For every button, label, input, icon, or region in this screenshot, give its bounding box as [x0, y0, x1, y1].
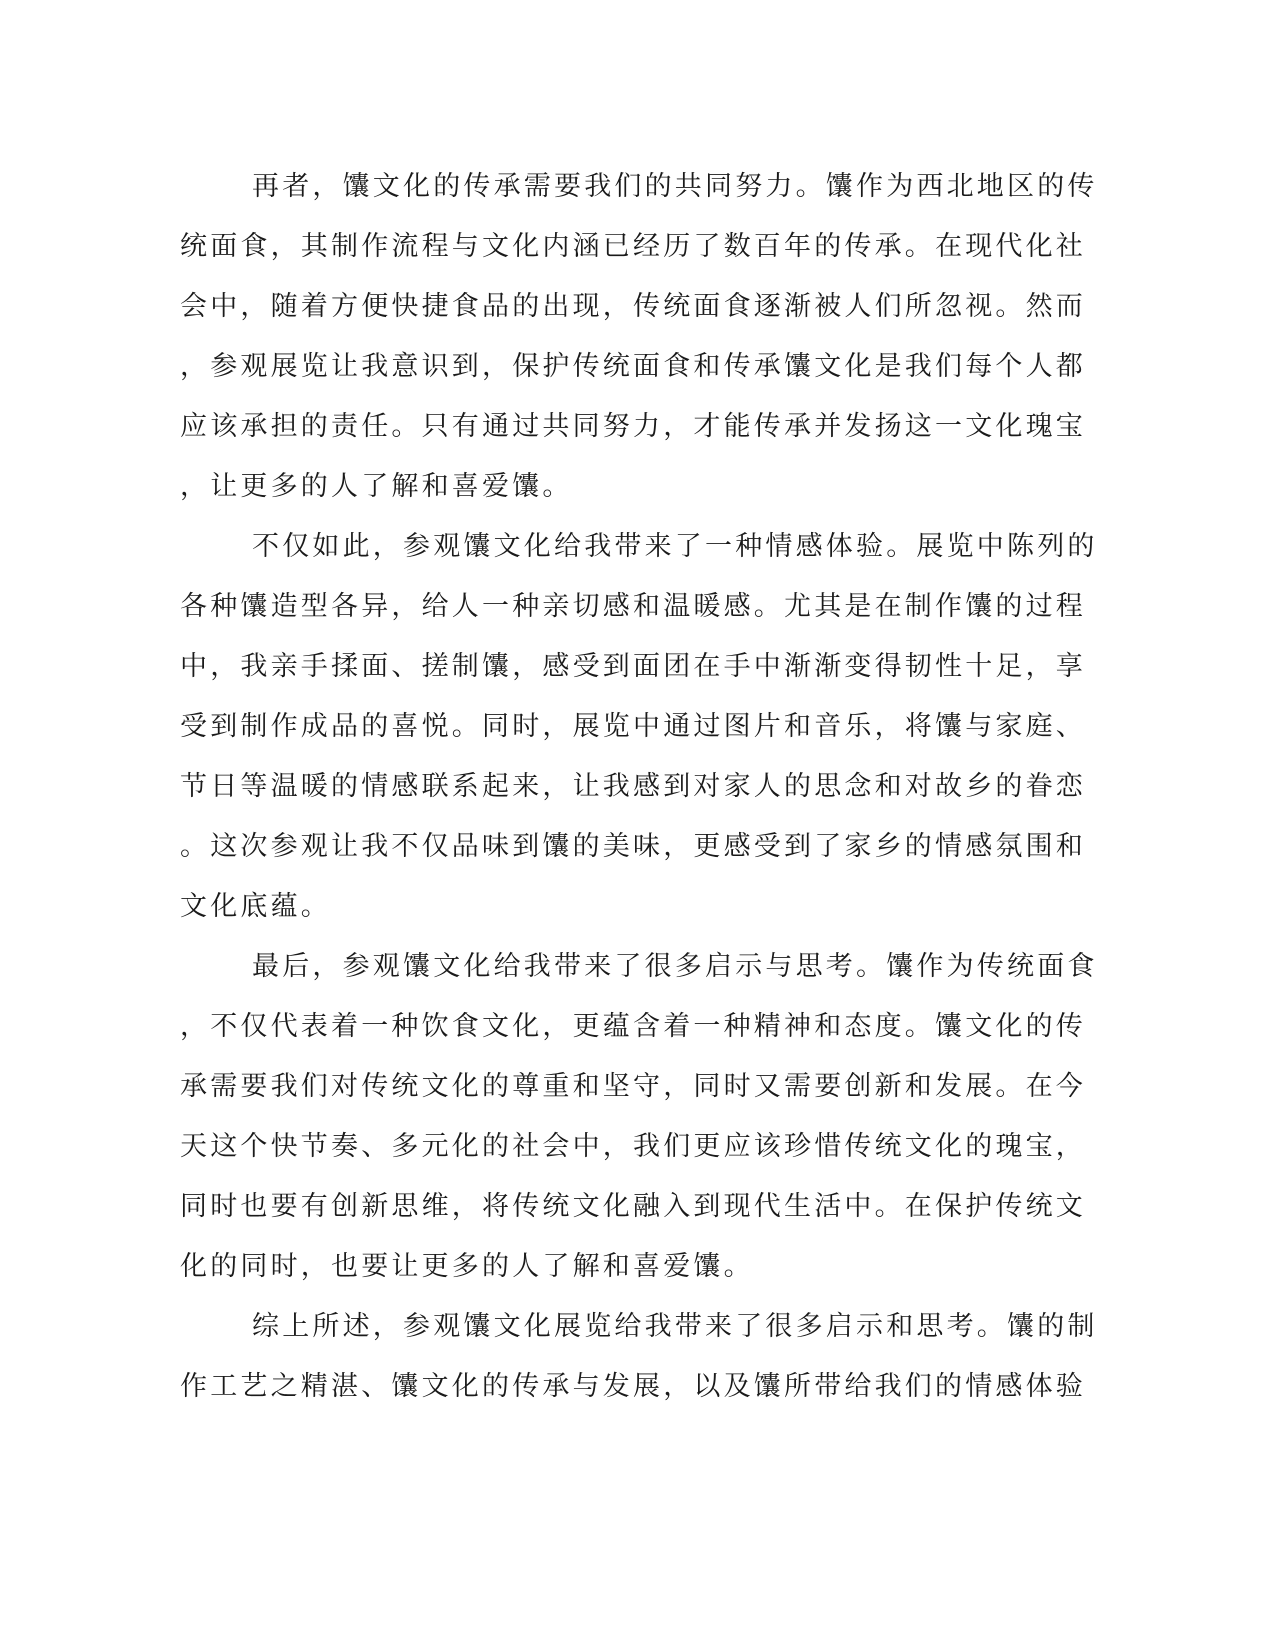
text-line: 受到制作成品的喜悦。同时，展览中通过图片和音乐，将馕与家庭、: [180, 711, 1086, 742]
text-line: 不仅如此，参观馕文化给我带来了一种情感体验。展览中陈列的: [252, 531, 1098, 562]
text-line: 文化底蕴。: [180, 891, 331, 922]
text-line: ，让更多的人了解和喜爱馕。: [180, 471, 573, 502]
text-line: 同时也要有创新思维，将传统文化融入到现代生活中。在保护传统文: [180, 1191, 1086, 1222]
text-line: 综上所述，参观馕文化展览给我带来了很多启示和思考。馕的制: [252, 1311, 1098, 1342]
text-line: 应该承担的责任。只有通过共同努力，才能传承并发扬这一文化瑰宝: [180, 411, 1086, 442]
text-line: 承需要我们对传统文化的尊重和坚守，同时又需要创新和发展。在今: [180, 1071, 1086, 1102]
text-line: 统面食，其制作流程与文化内涵已经历了数百年的传承。在现代化社: [180, 231, 1086, 262]
text-line: 作工艺之精湛、馕文化的传承与发展，以及馕所带给我们的情感体验: [180, 1371, 1086, 1402]
text-line: ，不仅代表着一种饮食文化，更蕴含着一种精神和态度。馕文化的传: [180, 1011, 1086, 1042]
text-line: 。这次参观让我不仅品味到馕的美味，更感受到了家乡的情感氛围和: [180, 831, 1086, 862]
text-line: 各种馕造型各异，给人一种亲切感和温暖感。尤其是在制作馕的过程: [180, 591, 1086, 622]
text-line: 节日等温暖的情感联系起来，让我感到对家人的思念和对故乡的眷恋: [180, 771, 1086, 802]
text-line: 会中，随着方便快捷食品的出现，传统面食逐渐被人们所忽视。然而: [180, 291, 1086, 322]
text-line: ，参观展览让我意识到，保护传统面食和传承馕文化是我们每个人都: [180, 351, 1086, 382]
text-line: 再者，馕文化的传承需要我们的共同努力。馕作为西北地区的传: [252, 171, 1098, 202]
paragraph: [180, 157, 1098, 517]
paragraph: [180, 937, 1098, 1297]
text-line: 天这个快节奏、多元化的社会中，我们更应该珍惜传统文化的瑰宝，: [180, 1131, 1086, 1162]
text-line: 化的同时，也要让更多的人了解和喜爱馕。: [180, 1251, 754, 1282]
paragraph: [180, 1297, 1098, 1417]
paragraph: [180, 517, 1098, 937]
text-line: 中，我亲手揉面、搓制馕，感受到面团在手中渐渐变得韧性十足，享: [180, 651, 1086, 682]
text-line: 最后，参观馕文化给我带来了很多启示与思考。馕作为传统面食: [252, 951, 1098, 982]
document-body: [180, 157, 1098, 1417]
